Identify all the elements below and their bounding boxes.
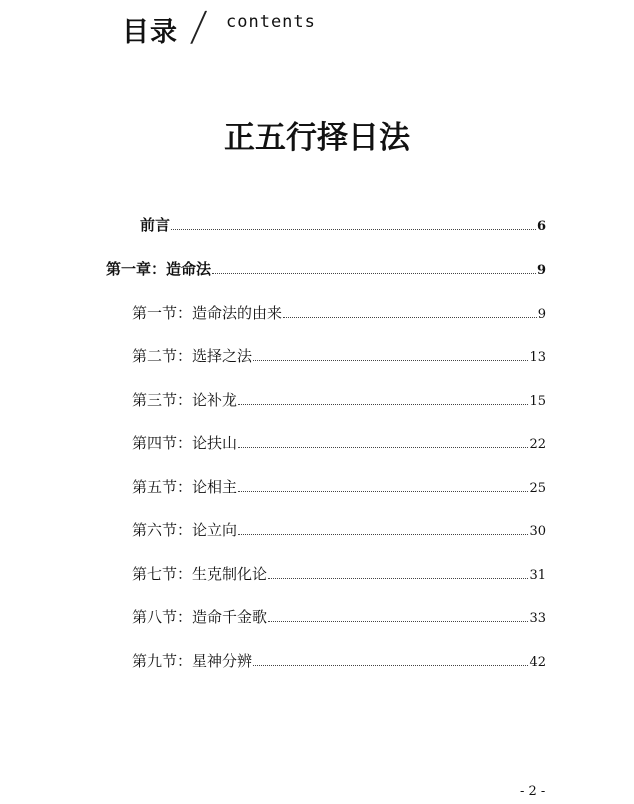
toc-entry-section-1[interactable] (132, 303, 546, 323)
toc-entry-section-4[interactable] (132, 433, 546, 453)
toc-entry-label: 第九节：星神分辨 (132, 652, 253, 670)
toc-entry-section-2[interactable] (132, 346, 546, 366)
toc-entry-label: 第七节：生克制化论 (132, 565, 268, 583)
toc-entry-label: 第二节：选择之法 (132, 347, 253, 365)
toc-entry-page: 22 (529, 437, 546, 452)
toc-entry-section-5[interactable] (132, 477, 546, 497)
toc-leader-dots (238, 404, 528, 405)
toc-entry-section-6[interactable] (132, 520, 546, 540)
toc-entry-label: 第六节：论立向 (132, 521, 238, 539)
toc-leader-dots (171, 229, 536, 230)
toc-leader-dots (238, 534, 528, 535)
toc-entry-page: 15 (529, 394, 546, 409)
header-slash-divider: / (188, 4, 209, 50)
toc-leader-dots (212, 273, 536, 274)
toc-entry-page: 25 (529, 481, 546, 496)
toc-leader-dots (268, 621, 528, 622)
toc-entry-label: 第八节：造命千金歌 (132, 608, 268, 626)
toc-entry-preface[interactable] (140, 215, 546, 235)
toc-entry-label: 第三节：论补龙 (132, 391, 238, 409)
toc-entry-label: 第一章：造命法 (106, 260, 212, 278)
toc-entry-page: 30 (529, 524, 546, 539)
toc-entry-page: 13 (529, 350, 546, 365)
toc-entry-page: 9 (537, 307, 546, 322)
toc-entry-label: 前言 (140, 216, 171, 234)
toc-entry-page: 6 (536, 219, 546, 234)
toc-entry-label: 第五节：论相主 (132, 478, 238, 496)
toc-entry-section-3[interactable] (132, 390, 546, 410)
book-title: 正五行择日法 (224, 120, 410, 156)
toc-entry-section-7[interactable] (132, 564, 546, 584)
toc-leader-dots (253, 665, 528, 666)
header-contents-en: contents (226, 12, 316, 32)
toc-entry-page: 33 (529, 611, 546, 626)
toc-entry-label: 第一节：造命法的由来 (132, 304, 283, 322)
toc-entry-label: 第四节：论扶山 (132, 434, 238, 452)
toc-entry-section-8[interactable] (132, 607, 546, 627)
toc-leader-dots (268, 578, 528, 579)
toc-entry-page: 31 (529, 568, 546, 583)
toc-entry-chapter-1[interactable] (106, 259, 546, 279)
toc-leader-dots (238, 491, 528, 492)
toc-leader-dots (253, 360, 528, 361)
header-contents-cn: 目录 (122, 17, 178, 48)
toc-leader-dots (238, 447, 528, 448)
page-number: - 2 - (520, 784, 546, 799)
page-header (0, 0, 634, 60)
toc-entry-section-9[interactable] (132, 651, 546, 671)
toc-entry-page: 42 (529, 655, 546, 670)
toc-leader-dots (283, 317, 537, 318)
toc-entry-page: 9 (536, 263, 546, 278)
